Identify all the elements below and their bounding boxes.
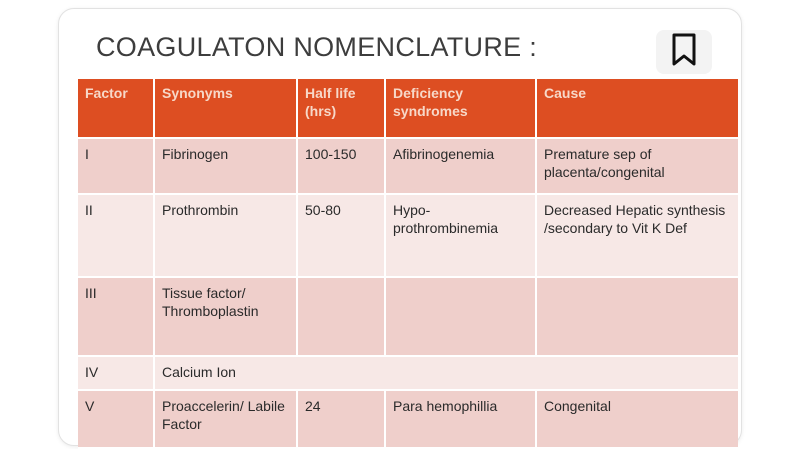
- bookmark-button[interactable]: [656, 30, 712, 74]
- cell-synonyms: Tissue factor/ Thromboplastin: [154, 277, 297, 356]
- header-cause: Cause: [536, 79, 738, 138]
- table-row: [78, 356, 738, 390]
- cell-factor: III: [78, 277, 154, 356]
- cell-synonyms: Prothrombin: [154, 194, 297, 277]
- cell-synonyms: Proaccelerin/ Labile Factor: [154, 390, 297, 448]
- coagulation-table: [78, 79, 738, 449]
- cell-factor: I: [78, 138, 154, 194]
- header-factor: Factor: [78, 79, 154, 138]
- cell-deficiency: Para hemophillia: [385, 390, 536, 448]
- cell-synonyms: Fibrinogen: [154, 138, 297, 194]
- table-row: [78, 390, 738, 448]
- cell-deficiency: Hypo-prothrombinemia: [385, 194, 536, 277]
- cell-cause: [536, 277, 738, 356]
- table-row: [78, 194, 738, 277]
- page-title: COAGULATON NOMENCLATURE :: [96, 32, 538, 62]
- header-synonyms: Synonyms: [154, 79, 297, 138]
- header-half-life: Half life (hrs): [297, 79, 385, 138]
- table-row: [78, 138, 738, 194]
- cell-factor: V: [78, 390, 154, 448]
- cell-cause: Decreased Hepatic synthesis /secondary to Vit K Def: [536, 194, 738, 277]
- bookmark-icon: [671, 33, 697, 72]
- cell-factor: II: [78, 194, 154, 277]
- table-row: [78, 277, 738, 356]
- cell-half-life: [297, 277, 385, 356]
- table-header-row: [78, 79, 738, 138]
- cell-cause: Congenital: [536, 390, 738, 448]
- cell-synonyms: Calcium Ion: [154, 356, 738, 390]
- cell-cause: Premature sep of placenta/congenital: [536, 138, 738, 194]
- cell-half-life: 24: [297, 390, 385, 448]
- cell-half-life: 50-80: [297, 194, 385, 277]
- cell-deficiency: [385, 277, 536, 356]
- cell-factor: IV: [78, 356, 154, 390]
- cell-deficiency: Afibrinogenemia: [385, 138, 536, 194]
- header-deficiency: Deficiency syndromes: [385, 79, 536, 138]
- cell-half-life: 100-150: [297, 138, 385, 194]
